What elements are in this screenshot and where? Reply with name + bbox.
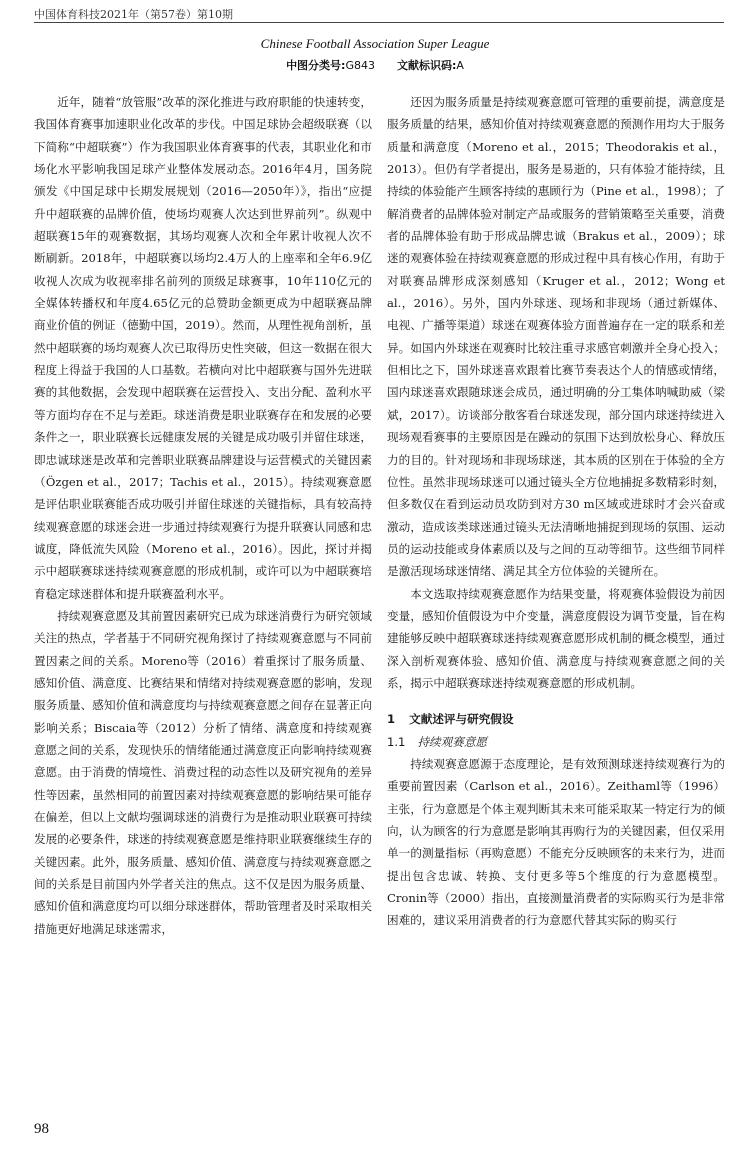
subsection-title: 持续观赛意愿 <box>417 734 488 749</box>
doc-code-value: A <box>456 59 464 72</box>
running-header: 中国体育科技2021年（第57卷）第10期 <box>34 8 233 21</box>
section-heading <box>387 708 725 730</box>
paragraph: 还因为服务质量是持续观赛意愿可管理的重要前提，满意度是服务质量的结果，感知价值对持续观赛意愿的预测作用均大于服务质量和满意度（Moreno et al.，2015；Theodorakis et al.，2013）。但仍有学者提出，服务是易逝的，只有体验才能持续，且持续的体验能产生顾客持续的惠顾行为（Pine et al.，1998）；了解消费者的品牌体验对制定产品或服务的营销策略至关重要，消费者的品牌体验有助于形成品牌忠诚（Brakus et al.，2009）；球迷的观赛体验在持续观赛意愿的形成过程中具有核心作用，有助于对联赛品牌形成深刻感知（Kruger et al.，2012；Wong et al.，2016）。另外，国内外球迷、现场和非现场（通过新媒体、电视、广播等渠道）球迷在观赛体验方面普遍存在一定的联系和差异。如国内外球迷在观赛时比较注重寻求感官刺激并全身心投入；但相比之下，国外球迷喜欢跟着比赛节奏表达个人的情感或情绪，国内球迷喜欢跟随球迷会成员，通过明确的分工集体呐喊助威（梁斌，2017）。访谈部分散客看台球迷发现，部分国内球迷持续进入现场观看赛事的主要原因是在躁动的氛围下达到放松身心、释放压力的目的。针对现场和非现场球迷，其本质的区别在于体验的全方位性。虽然非现场球迷可以通过镜头全方位地捕捉多数精彩时刻，但多数仅在看到运动员攻防到对方30 m区域或进球时才会兴奋或激动，造成该类球迷通过镜头无法清晰地捕捉到现场的氛围、运动员的运动技能或身体素质以及与之间的互动等细节。这些细节同样是激活现场球迷情绪、满足其全方位体验的关键所在。 <box>387 95 725 579</box>
page-number: 98 <box>34 1121 49 1137</box>
classification-line <box>0 57 750 73</box>
doc-code-label: 文献标识码: <box>397 59 457 72</box>
subsection-number: 1.1 <box>387 734 406 749</box>
paragraph: 本文选取持续观赛意愿作为结果变量，将观赛体验假设为前因变量，感知价值假设为中介变量，满意度假设为调节变量，旨在构建能够反映中超联赛球迷持续观赛意愿形成机制的概念模型，通过深入剖析观赛体验、感知价值、满意度与持续观赛意愿之间的关系，揭示中超联赛球迷持续观赛意愿的形成机制。 <box>387 586 725 690</box>
paragraph: 近年，随着“放管服”改革的深化推进与政府职能的快速转变，我国体育赛事加速职业化改革的步伐。中国足球协会超级联赛（以下简称“中超联赛”）作为我国职业体育赛事的代表，其职业化和市场化水平影响我国足球产业整体发展动态。2016年4月，国务院颁发《中国足球中长期发展规划（2016—2050年）》，指出“应提升中超联赛的品牌价值，使场均观赛人次达到世界前列”。纵观中超联赛15年的观赛数据，其场均观赛人次和全年累计收视人次不断刷新。2018年，中超联赛以场均2.4万人的上座率和全年6.9亿收视人次成为收视率排名前列的顶级足球赛事，10年110亿元的全媒体转播权和年度4.65亿元的总赞助金额更成为中超联赛品牌商业价值的例证（德勤中国，2019）。然而，从理性视角剖析，虽然中超联赛的场均观赛人次已取得历史性突破，但这一数据在很大程度上得益于我国的人口基数。若横向对比中超联赛与国外先进联赛的其他数据，会发现中超联赛在运营投入、支出分配、盈利水平等方面均存在不足与差距。球迷消费是职业联赛存在和发展的必要条件之一，职业联赛长远健康发展的关键是成功吸引并留住球迷，即忠诚球迷是改革和完善职业联赛品牌建设与运营模式的关键因素（Özgen et al.，2017；Tachis et al.，2015）。持续观赛意愿是评估职业联赛能否成功吸引并留住球迷的关键指标，具有较高持续观赛意愿的球迷会进一步通过持续观赛行为提升联赛认同感和忠诚度，降低流失风险（Moreno et al.，2016）。因此，探讨并揭示中超联赛球迷持续观赛意愿的形成机制，或许可以为中超联赛培育稳定球迷群体和提升联赛盈利水平。 <box>34 95 372 601</box>
clc-value: G843 <box>345 59 375 72</box>
paragraph: 持续观赛意愿及其前置因素研究已成为球迷消费行为研究领域关注的热点，学者基于不同研究视角探讨了持续观赛意愿与不同前置因素之间的关系。Moreno等（2016）着重探讨了服务质量、感知价值、满意度、比赛结果和情绪对持续观赛意愿的影响，发现服务质量、感知价值和满意度均与持续观赛意愿之间存在显著正向影响关系；Biscaia等（2012）分析了情绪、满意度和持续观赛意愿之间的关系，发现快乐的情绪能通过满意度正向影响持续观赛意愿。由于消费的情境性、消费过程的动态性以及研究视角的差异性等因素，虽然相同的前置因素对持续观赛意愿的影响结果可能存在偏差，但以上文献均强调球迷的消费行为是推动职业联赛可持续发展的必要条件，球迷的持续观赛意愿是维持职业联赛继续生存的关键因素。此外，服务质量、感知价值、满意度与持续观赛意愿之间的关系是目前国内外学者关注的焦点。这不仅是因为服务质量、感知价值和满意度均可以细分球迷群体，帮助管理者及时采取相关措施更好地满足球迷需求， <box>34 608 372 936</box>
header-divider <box>34 22 724 23</box>
subsection-heading <box>387 731 725 753</box>
right-column <box>387 91 725 932</box>
section-number: 1 <box>387 712 396 727</box>
clc-label: 中图分类号: <box>286 59 346 72</box>
english-title: Chinese Football Association Super League <box>260 36 490 51</box>
section-title: 文献述评与研究假设 <box>409 712 514 727</box>
paragraph: 持续观赛意愿源于态度理论，是有效预测球迷持续观赛行为的重要前置因素（Carlson et al.，2016）。Zeithaml等（1996）主张，行为意愿是个体主观判断其未来可能采取某一特定行为的倾向，认为顾客的行为意愿是影响其再购行为的关键因素，但仅采用单一的测量指标（再购意愿）不能充分反映顾客的未来行为，进而提出包含忠诚、转换、支付更多等5个维度的行为意愿模型。Cronin等（2000）指出，直接测量消费者的实际购买行为是非常困难的，建议采用消费者的行为意愿代替其实际的购买行 <box>387 756 725 928</box>
left-column <box>34 91 372 940</box>
